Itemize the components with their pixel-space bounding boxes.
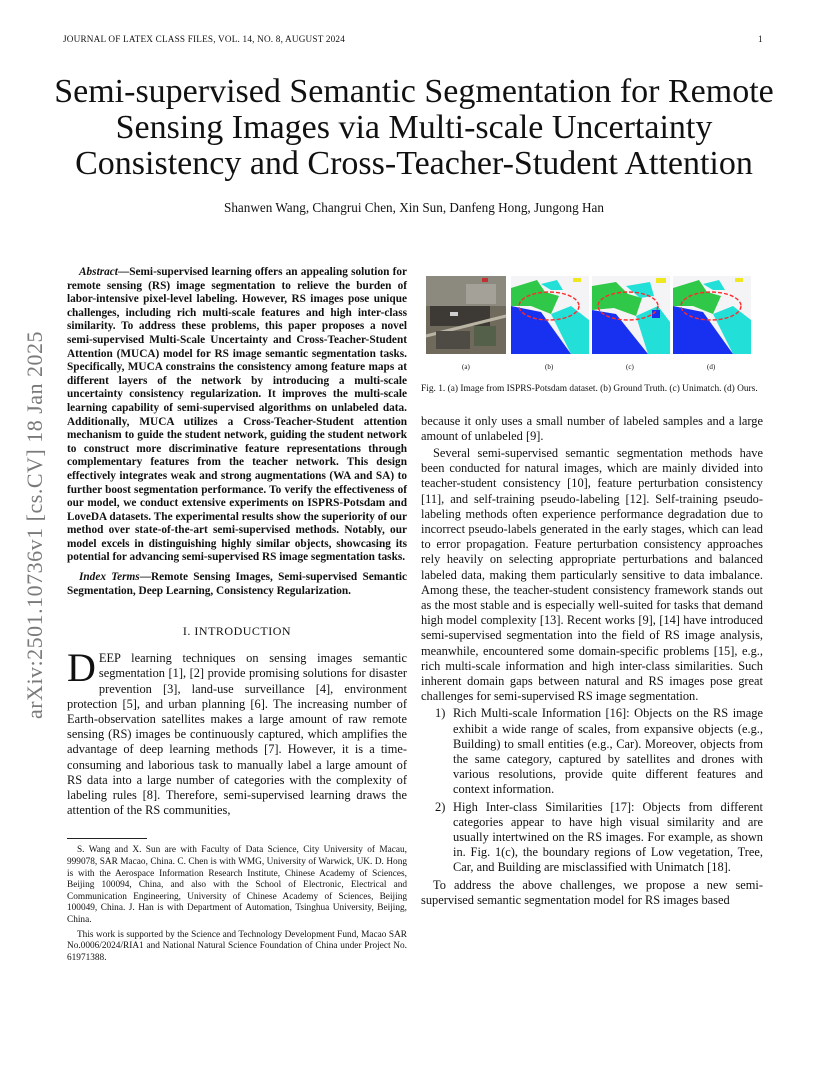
drop-cap: D (67, 645, 96, 691)
right-column (421, 266, 763, 908)
index-terms-text: —Remote Sensing Images, Semi-supervised Semantic Segmentation, Deep Learning, Consistency Regularization. (67, 571, 407, 597)
list-item (421, 800, 763, 876)
figure-caption: Fig. 1. (a) Image from ISPRS-Potsdam dataset. (b) Ground Truth. (c) Unimatch. (d) Ours. (421, 384, 758, 394)
list-item (421, 706, 763, 797)
abstract-text: —Semi-supervised learning offers an appealing solution for remote sensing (RS) image segmentation to relieve the burden of labor-intensive pixel-level labeling. However, RS images pose unique challenges, including rich multi-scale features and high inter-class similarity. To address these problems, this paper proposes a novel semi-supervised Multi-Scale Uncertainty and Cross-Teacher-Student Attention (MUCA) model for RS image semantic segmentation tasks. Specifically, MUCA constrains the consistency among feature maps at different layers of the network by introducing a multi-scale uncertainty consistency regularization. It improves the multi-scale learning capability of semi-supervised algorithms on unlabeled data. Additionally, MUCA utilizes a Cross-Teacher-Student attention mechanism to guide the student network, guiding the student network to construct more discriminative feature representations through complementary features from the teacher network. This design effectively integrates weak and strong augmentations (WA and SA) to further boost segmentation performance. To verify the effectiveness of our model, we conduct extensive experiments on ISPRS-Potsdam and LoveDA datasets. The experimental results show the superiority of our method over state-of-the-art semi-supervised methods. Notably, our model excels in distinguishing highly similar objects, showcasing its potential for advancing semi-supervised RS image segmentation tasks. (67, 266, 407, 564)
left-column (67, 266, 407, 964)
body-paragraph-1: because it only uses a small number of labeled samples and a large amount of unlabeled [9]. (421, 413, 763, 443)
body-paragraph-2: Several semi-supervised semantic segmentation methods have been conducted for natural images, which are mainly divided into teacher-student consistency [10], feature perturbation consistency [11], and self-training pseudo-labeling [12]. Self-training pseudo-labeling methods often experience performance degradation due to incorrect pseudo-labels generated in the early stages, which can lead to error propagation. Feature perturbation consistency approaches rely heavily on selecting appropriate perturbations and balanced labeled data, making them particularly sensitive to data imbalance. Among these, the teacher-student consistency framework stands out as the most stable and is especially well-suited for tasks that demand high model complexity [13]. Recent works [9], [14] have introduced semi-supervised segmentation into the field of RS image analysis, meanwhile, encountered some domain-specific problems [15], e.g., rich multi-scale information and high inter-class similarities. Such inherent domain gaps between natural and RS images pose great challenges for semi-supervised RS image segmentation. (421, 446, 763, 704)
abstract (67, 266, 407, 565)
intro-paragraph (67, 645, 407, 818)
footnote-separator (67, 838, 147, 839)
abstract-label: Abstract (79, 266, 118, 278)
author-list: Shanwen Wang, Changrui Chen, Xin Sun, Danfeng Hong, Jungong Han (224, 200, 604, 215)
list-text: High Inter-class Similarities [17]: Objects from different categories appear to have high visual similarity and are usually intertwined on the RS images. For example, as shown in. Fig. 1(c), the boundary regions of Low vegetation, Tree, Car, and Building are misclassified with Unimatch [18]. (453, 799, 763, 875)
index-terms (67, 571, 407, 598)
panel-b-ground-truth (511, 276, 589, 354)
footnote-funding: This work is supported by the Science and Technology Development Fund, Macao SAR No.0006/2024/RIA1 and National Natural Science Foundation of China under Project No. 61971388. (67, 929, 407, 963)
challenge-list (421, 706, 763, 875)
list-number: 2) (435, 799, 446, 814)
panel-a-image (426, 276, 506, 354)
body-paragraph-3: To address the above challenges, we propose a new semi-supervised semantic segmentation model for RS images based (421, 877, 763, 907)
arxiv-stamp-text: arXiv:2501.10736v1 [cs.CV] 18 Jan 2025 (22, 330, 47, 720)
list-text: Rich Multi-scale Information [16]: Objects on the RS image exhibit a wide range of scales, from expansive objects (e.g., Building) to small entities (e.g., Car). Moreover, objects from the same category, captured by satellites and drones with various resolutions, provide quite different features and context information. (453, 706, 763, 797)
intro-text: EEP learning techniques on sensing images semantic segmentation [1], [2] provide promising solutions for disaster prevention [3], land-use surveillance [4], environment protection [5], and urban planning [6]. The increasing number of Earth-observation satellites makes a large amount of raw remote sensing (RS) images be continuously captured, which amplifies the advantage of deep learning methods [7]. However, it is a time-consuming and laborious task to manually label a large amount of RS data into a large number of categories with the complexity of labeling rules [8]. Therefore, semi-supervised learning draws the attention of the RS communities, (67, 651, 407, 818)
panel-c-unimatch (592, 276, 670, 354)
footnote-affiliations: S. Wang and X. Sun are with Faculty of Data Science, City University of Macau, 999078, SAR Macao, China. C. Chen is with WMG, University of Warwick, UK. D. Hong is with the Aerospace Information Research Institute, Chinese Academy of Sciences, Beijing 100094, China, and also with the School of Electronic, Electrical and Communication Engineering, University of Chinese Academy of Sciences, Beijing 100049, China. J. Han is with Department of Automation, Tsinghua University, Beijing, China. (67, 845, 407, 926)
figure-1-panels (421, 266, 763, 362)
subfigure-label-a: (a) (462, 363, 470, 371)
index-terms-label: Index Terms (79, 571, 140, 584)
subfigure-label-d: (d) (707, 363, 716, 371)
section-heading: I. INTRODUCTION (182, 624, 292, 639)
page-number: 1 (758, 34, 763, 44)
subfigure-label-c: (c) (626, 363, 634, 371)
subfigure-label-b: (b) (545, 363, 554, 371)
paper-title: Semi-supervised Semantic Segmentation for Remote Sensing Images via Multi-scale Uncertainty Consistency and Cross-Teacher-Student Attention (54, 73, 774, 182)
list-number: 1) (435, 706, 446, 721)
arxiv-stamp (22, 290, 48, 760)
running-head: JOURNAL OF LATEX CLASS FILES, VOL. 14, NO. 8, AUGUST 2024 (63, 34, 346, 44)
figure-1 (421, 266, 763, 371)
panel-d-ours (673, 276, 751, 354)
